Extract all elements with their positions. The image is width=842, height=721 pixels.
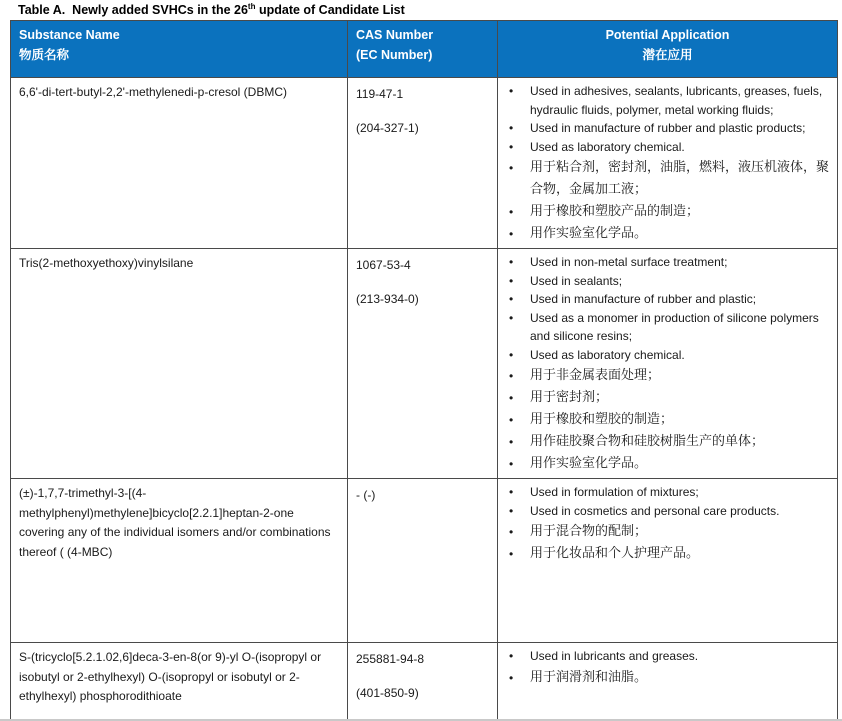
table-title-part2: update of Candidate List	[255, 3, 405, 17]
application-item: • 用于润滑剂和油脂。	[500, 666, 831, 688]
application-list	[500, 253, 831, 474]
application-item: • 用于橡胶和塑胶产品的制造；	[500, 200, 831, 222]
table-title-part1: Table A. Newly added SVHCs in the 26	[18, 3, 248, 17]
table-title	[18, 3, 405, 17]
table-body	[11, 78, 838, 721]
header-application-en: Potential Application	[605, 28, 730, 42]
header-potential-application	[498, 21, 838, 78]
application-item: • 用作实验室化学品。	[500, 452, 831, 474]
cas-number-cell	[348, 643, 498, 721]
application-item: • 用作实验室化学品。	[500, 222, 831, 244]
application-item: • Used in formulation of mixtures;	[500, 483, 831, 502]
substance-name-cell: Tris(2-methoxyethoxy)vinylsilane	[11, 249, 348, 479]
application-item: • 用作硅胶聚合物和硅胶树脂生产的单体；	[500, 430, 831, 452]
substance-name-cell: S-(tricyclo[5.2.1.02,6]deca-3-en-8(or 9)-yl O-(isopropyl or isobutyl or 2-ethylhexyl) O-(isopropyl or isobutyl or 2-ethylhexyl) phosphorodithioate	[11, 643, 348, 721]
header-substance-zh: 物质名称	[19, 48, 70, 62]
cas-value: 119-47-1	[356, 87, 404, 101]
cas-value: 1067-53-4	[356, 258, 411, 272]
application-item: • Used in lubricants and greases.	[500, 647, 831, 666]
table-header-row	[11, 21, 838, 78]
application-item: • Used in non-metal surface treatment;	[500, 253, 831, 272]
application-item: • Used in manufacture of rubber and plastic;	[500, 290, 831, 309]
header-cas-number	[348, 21, 498, 78]
application-item: • 用于橡胶和塑胶的制造；	[500, 408, 831, 430]
application-item: • 用于密封剂；	[500, 386, 831, 408]
potential-application-cell	[498, 78, 838, 249]
application-item: • Used in sealants;	[500, 272, 831, 291]
application-item: • 用于粘合剂，密封剂，油脂，燃料，液压机液体，聚合物，金属加工液；	[500, 156, 831, 200]
header-cas-line2: (EC Number)	[356, 48, 433, 62]
header-substance-name	[11, 21, 348, 78]
application-list	[500, 647, 831, 688]
substance-name-cell: (±)-1,7,7-trimethyl-3-[(4-methylphenyl)methylene]bicyclo[2.2.1]heptan-2-one covering any of the individual isomers and/or combinations thereof ( (4-MBC)	[11, 479, 348, 643]
table-row	[11, 249, 838, 479]
cas-value: 255881-94-8	[356, 652, 425, 666]
cas-number-cell	[348, 479, 498, 643]
potential-application-cell	[498, 643, 838, 721]
table-row	[11, 479, 838, 643]
application-item: • 用于化妆品和个人护理产品。	[500, 542, 831, 564]
application-item: • Used in adhesives, sealants, lubricants, greases, fuels, hydraulic fluids, polymer, metal working fluids;	[500, 82, 831, 119]
table-row	[11, 78, 838, 249]
application-item: • Used in cosmetics and personal care products.	[500, 502, 831, 521]
application-item: • Used as a monomer in production of silicone polymers and silicone resins;	[500, 309, 831, 346]
svhc-table	[10, 20, 838, 721]
header-application-zh: 潜在应用	[642, 48, 693, 62]
potential-application-cell	[498, 249, 838, 479]
application-item: • Used as laboratory chemical.	[500, 138, 831, 157]
application-item: • 用于非金属表面处理；	[500, 364, 831, 386]
header-substance-en: Substance Name	[19, 28, 120, 42]
cas-number-cell	[348, 78, 498, 249]
application-item: • Used in manufacture of rubber and plastic products;	[500, 119, 831, 138]
cas-number-cell	[348, 249, 498, 479]
application-item: • 用于混合物的配制；	[500, 520, 831, 542]
application-list	[500, 82, 831, 244]
substance-name-cell: 6,6'-di-tert-butyl-2,2'-methylenedi-p-cresol (DBMC)	[11, 78, 348, 249]
table-row	[11, 643, 838, 721]
ec-value: (401-850-9)	[356, 686, 419, 700]
cas-value: - (-)	[356, 488, 376, 502]
application-list	[500, 483, 831, 564]
table-title-superscript: th	[247, 1, 256, 11]
application-item: • Used as laboratory chemical.	[500, 346, 831, 365]
ec-value: (213-934-0)	[356, 292, 419, 306]
potential-application-cell	[498, 479, 838, 643]
header-cas-line1: CAS Number	[356, 28, 434, 42]
ec-value: (204-327-1)	[356, 121, 419, 135]
